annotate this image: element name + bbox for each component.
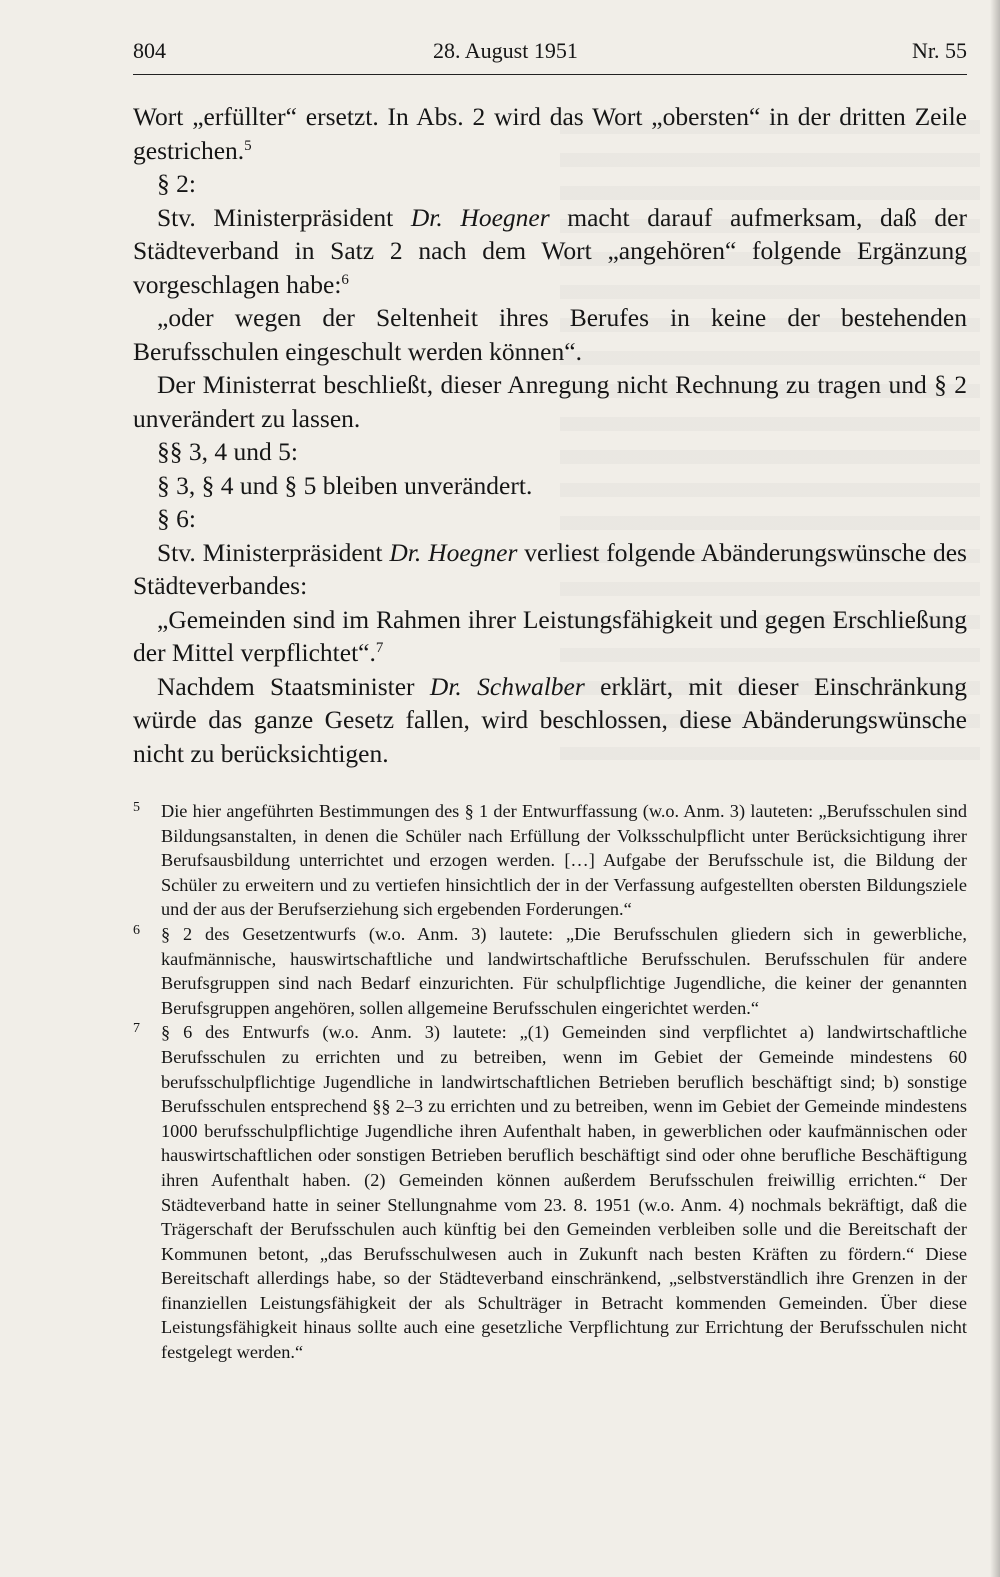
page-edge-shadow bbox=[990, 0, 1000, 1577]
paragraph bbox=[133, 100, 967, 167]
paragraph: Der Ministerrat beschließt, dieser Anregung nicht Rechnung zu tragen und § 2 unverändert zu lassen. bbox=[133, 370, 967, 433]
footnotes bbox=[133, 799, 967, 1365]
running-header bbox=[133, 38, 967, 74]
paragraph bbox=[133, 201, 967, 302]
paragraph-text: erklärt, mit dieser Einschränkung würde das ganze Gesetz fallen, wird beschlossen, diese Abänderungswünsche nicht zu berücksichtigen. bbox=[133, 671, 967, 768]
person-name: Dr. Hoegner bbox=[389, 537, 518, 567]
paragraph bbox=[133, 670, 967, 771]
section-heading: §§ 3, 4 und 5: bbox=[157, 437, 298, 466]
footnote-text: § 6 des Entwurfs (w.o. Anm. 3) lautete: „(1) Gemeinden sind verpflichtet a) landwirtschaftliche Berufsschulen zu errichten und zu betreiben, wenn im Gebiet der Gemeinde mindestens 60 berufsschulpflichtige Jugendliche in landwirtschaftlichen Betrieben beruflich beschäftigt sind; b) sonstige Berufsschulen entsprechend §§ 2–3 zu errichten und zu betreiben, wenn im Gebiet der Gemeinde mindestens 1000 berufsschulpflichtige Jugendliche ihren Aufenthalt haben, in gewerblichen oder kaufmännischen oder hauswirtschaftlichen oder sonstigen Betrieben beruflich beschäftigt sind oder ohne berufliche Beschäftigung ihren Aufenthalt haben. (2) Gemeinden können außerdem Berufsschulen freiwillig errichten.“ Der Städteverband hatte in seiner Stellungnahme vom 23. 8. 1951 (w.o. Anm. 4) nochmals bekräftigt, daß die Trägerschaft der Berufsschulen auch künftig bei den Gemeinden verbleiben solle und die Bereitschaft der Kommunen betont, „das Berufsschulwesen auch in Zukunft nach besten Kräften zu fördern.“ Diese Bereitschaft allerdings habe, so der Städteverband einschränkend, „selbstverständlich ihre Grenzen in der finanziellen Leistungsfähigkeit der als Schulträger in Betracht kommenden Gemeinden. Über diese Leistungsfähigkeit hinaus sollte auch eine gesetzliche Verpflichtung zur Errichtung der Berufsschulen nicht festgelegt werden.“ bbox=[161, 1022, 967, 1363]
main-text bbox=[133, 100, 967, 770]
footnote-5 bbox=[133, 799, 967, 922]
footnote-text: § 2 des Gesetzentwurfs (w.o. Anm. 3) lautete: „Die Berufsschulen gliedern sich in gewerbliche, kaufmännische, hauswirtschaftliche und landwirtschaftliche Berufsschulen. Berufsschulen für andere Berufsgruppen sind nach Bedarf einzurichten. Für schulpflichtige Jugendliche, die keiner der genannten Berufsgruppen angehören, sollen allgemeine Berufsschulen eingerichtet werden.“ bbox=[161, 923, 967, 1018]
paragraph-text: Nachdem Staatsminister bbox=[157, 671, 430, 701]
quotation: „oder wegen der Seltenheit ihres Berufes in keine der bestehenden Berufsschulen eingeschult werden können“. bbox=[133, 303, 967, 366]
issue-number: Nr. 55 bbox=[912, 38, 967, 63]
section-heading: § 6: bbox=[157, 504, 196, 533]
page-number: 804 bbox=[133, 38, 166, 63]
header-rule bbox=[133, 74, 967, 75]
footnote-text: Die hier angeführten Bestimmungen des § 1 der Entwurffassung (w.o. Anm. 3) lauteten: „Berufsschulen sind Bildungsanstalten, in denen die Schüler nach Erfüllung der Volksschulpflicht unter Berücksichtigung ihrer Berufsausbildung unterrichtet und erzogen werden. […] Aufgabe der Berufsschule ist, die Bildung der Schüler zu erweitern und zu vertiefen hinsichtlich der in der Verfassung aufgestellten obersten Bildungsziele und der aus der Berufserziehung sich ergebenden Forderungen.“ bbox=[161, 801, 967, 920]
footnote-marker: 5 bbox=[133, 800, 140, 815]
paragraph: § 3, § 4 und § 5 bleiben unverändert. bbox=[157, 470, 533, 500]
paragraph-text: „Gemeinden sind im Rahmen ihrer Leistungsfähigkeit und gegen Erschließung der Mittel verpflichtet“. bbox=[133, 604, 967, 667]
paragraph-text: Wort „erfüllter“ ersetzt. In Abs. 2 wird das Wort „obersten“ in der dritten Zeile gestrichen. bbox=[133, 102, 967, 165]
header-date: 28. August 1951 bbox=[433, 38, 578, 63]
quotation bbox=[133, 603, 967, 670]
paragraph-text: macht darauf aufmerksam, daß der Städteverband in Satz 2 nach dem Wort „angehören“ folgende Ergänzung vorgeschlagen habe: bbox=[133, 202, 967, 299]
footnote-ref[interactable]: 7 bbox=[375, 640, 384, 656]
paragraph-text: verliest folgende Abänderungswünsche des Städteverbandes: bbox=[133, 537, 967, 600]
footnote-marker: 6 bbox=[133, 922, 140, 938]
paragraph-text: Stv. Ministerpräsident bbox=[157, 537, 390, 567]
footnote-ref[interactable]: 5 bbox=[244, 137, 252, 154]
person-name: Dr. Hoegner bbox=[410, 202, 550, 232]
section-heading: § 2: bbox=[157, 169, 196, 198]
paragraph bbox=[133, 536, 967, 603]
footnote-ref[interactable]: 6 bbox=[341, 271, 349, 288]
paragraph-text: Stv. Ministerpräsident bbox=[157, 202, 411, 232]
footnote-7 bbox=[133, 1020, 967, 1364]
person-name: Dr. Schwalber bbox=[429, 671, 585, 701]
footnote-6 bbox=[133, 922, 967, 1020]
footnote-marker: 7 bbox=[133, 1021, 140, 1037]
